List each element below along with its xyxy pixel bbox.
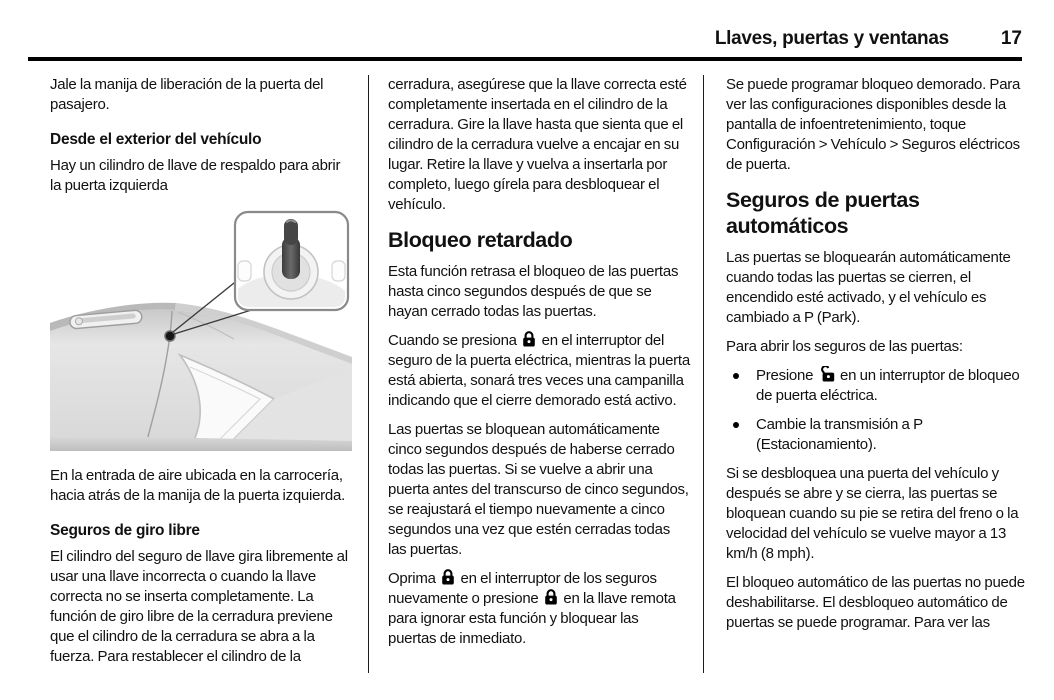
paragraph: Para abrir los seguros de las puertas: — [726, 338, 963, 355]
padlock-open-icon — [819, 366, 835, 382]
text-segment: en el interruptor de los seguros nuevamente o presione — [388, 570, 657, 607]
paragraph: Hay un cilindro de llave de respaldo para abrir la puerta izquierda — [50, 157, 341, 194]
paragraph-with-lock-icon — [388, 331, 690, 411]
paragraph: cerradura, asegúrese que la llave correcta esté completamente insertada en el cilindro de la cerradura. Gire la llave hasta que sienta que el cilindro de la cerradura vuelve a encajar en su lugar. Retire la llave y vuelva a insertarla por completo, luego gírela para desbloquear el vehículo. — [388, 76, 687, 213]
paragraph-with-lock-icons — [388, 569, 690, 649]
column-2 — [388, 75, 690, 658]
column-divider — [368, 75, 369, 673]
callout-inset — [235, 212, 348, 310]
list-item-text: Cambie la transmisión a P (Estacionamiento). — [756, 416, 923, 453]
paragraph: Esta función retrasa el bloqueo de las puertas hasta cinco segundos después de que se hayan cerrado todas las puertas. — [388, 263, 679, 320]
list-item — [726, 366, 1030, 406]
page-number: 17 — [1000, 28, 1022, 49]
list-item-text — [756, 366, 1030, 406]
page-header — [28, 28, 1022, 50]
list-item — [726, 415, 1030, 455]
section-heading-automatic-door-locks: Seguros de puertas automáticos — [726, 188, 920, 238]
text-segment: en un interruptor de bloqueo de puerta eléctrica. — [756, 367, 1020, 404]
padlock-closed-icon — [544, 589, 558, 605]
paragraph: El cilindro del seguro de llave gira libremente al usar una llave incorrecta o cuando la llave correcta no se inserta completamente. La función de giro libre de la cerradura previene que el cilindro de la cerradura se abra a la fuerza. Para restablecer el cilindro de la — [50, 548, 348, 665]
column-1 — [50, 75, 352, 676]
padlock-closed-icon — [441, 569, 455, 585]
unlock-steps-list — [726, 366, 1030, 455]
text-segment: en la llave remota para ignorar esta función y bloquear las puertas de inmediato. — [388, 590, 676, 647]
text-segment: Cuando se presiona — [388, 332, 521, 349]
paragraph: En la entrada de aire ubicada en la carrocería, hacia atrás de la manija de la puerta izquierda. — [50, 467, 346, 504]
text-segment: Presione — [756, 367, 817, 384]
paragraph: Las puertas se bloquearán automáticamente cuando todas las puertas se cierren, el encendido esté activado, y el vehículo es cambiado a P (Park). — [726, 249, 1011, 326]
page-columns — [0, 75, 1030, 676]
bullet-icon — [733, 373, 739, 379]
paragraph: Jale la manija de liberación de la puerta del pasajero. — [50, 76, 324, 113]
text-segment: en el interruptor del seguro de la puerta eléctrica, mientras la puerta está abierta, sonará tres veces una campanilla indicando que el cierre demorado está activo. — [388, 332, 690, 409]
subheading-freewheeling: Seguros de giro libre — [50, 522, 200, 539]
column-divider — [703, 75, 704, 673]
door-key-cylinder-illustration — [50, 209, 352, 451]
column-3 — [726, 75, 1030, 642]
paragraph: El bloqueo automático de las puertas no puede deshabilitarse. El desbloqueo automático de puertas se puede programar. Para ver las — [726, 574, 1025, 631]
section-heading-delayed-locking: Bloqueo retardado — [388, 228, 573, 252]
bullet-icon — [733, 422, 739, 428]
text-segment: Oprima — [388, 570, 440, 587]
paragraph: Si se desbloquea una puerta del vehículo y después se abre y se cierra, las puertas se bloquean cuando su pie se retira del freno o la velocidad del vehículo se vuelve mayor a 13 km/h (8 mph). — [726, 465, 1019, 562]
paragraph: Se puede programar bloqueo demorado. Para ver las configuraciones disponibles desde la pantalla de infoentretenimiento, toque Configuración > Vehículo > Seguros eléctricos de puerta. — [726, 76, 1021, 173]
chapter-title: Llaves, puertas y ventanas — [714, 28, 949, 49]
subheading-exterior: Desde el exterior del vehículo — [50, 131, 262, 148]
padlock-closed-icon — [522, 331, 536, 347]
header-rule — [28, 57, 1022, 61]
paragraph: Las puertas se bloquean automáticamente cinco segundos después de haberse cerrado todas las puertas. Si se vuelve a abrir una puerta antes del transcurso de cinco segundos, se reajustará el tiempo nuevamente a cinco segundos una vez que estén cerradas todas las puertas. — [388, 421, 689, 558]
